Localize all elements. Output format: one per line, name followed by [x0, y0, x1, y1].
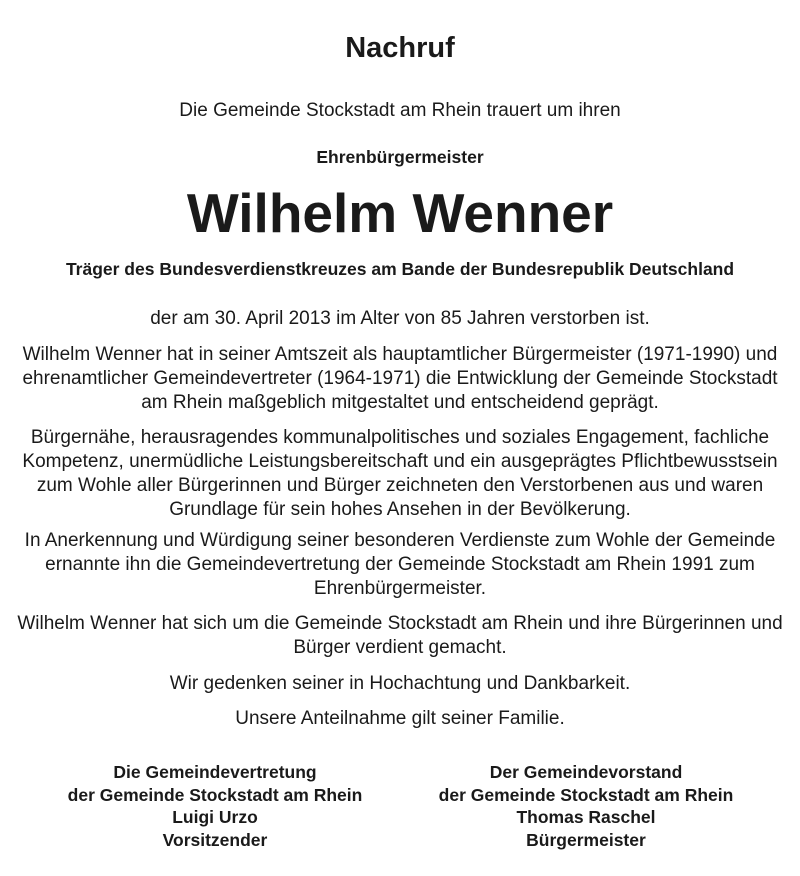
- honorary-title: Ehrenbürgermeister: [316, 147, 484, 167]
- condolence-line: Unsere Anteilnahme gilt seiner Familie.: [235, 708, 565, 729]
- signature-board: [401, 761, 771, 851]
- paragraph-merit: Wilhelm Wenner hat sich um die Gemeinde Stockstadt am Rhein und ihre Bürgerinnen und Bürger verdient gemacht.: [17, 613, 783, 658]
- intro-line: Die Gemeinde Stockstadt am Rhein trauert um ihren: [179, 100, 621, 121]
- paragraph-career: Wilhelm Wenner hat in seiner Amtszeit als hauptamtlicher Bürgermeister (1971-1990) und ehrenamtlicher Gemeindevertreter (1964-1971) die Entwicklung der Gemeinde Stockstadt am Rhein maßgeblich mitgestaltet und entscheidend geprägt.: [22, 344, 778, 413]
- signature-council: [30, 761, 400, 851]
- signature-board-person: Thomas Raschel: [516, 807, 656, 827]
- signature-council-role: Vorsitzender: [162, 829, 268, 850]
- signature-board-body: Der Gemeindevorstand: [489, 762, 683, 782]
- deceased-name: Wilhelm Wenner: [186, 182, 614, 244]
- signature-council-body: Die Gemeindevertretung: [113, 762, 317, 782]
- signature-council-person: Luigi Urzo: [172, 807, 258, 827]
- remembrance-line: Wir gedenken seiner in Hochachtung und Dankbarkeit.: [169, 673, 631, 694]
- signature-board-municipality: der Gemeinde Stockstadt am Rhein: [438, 784, 734, 805]
- death-line: der am 30. April 2013 im Alter von 85 Jahren verstorben ist.: [150, 308, 650, 329]
- award-line: Träger des Bundesverdienstkreuzes am Bande der Bundesrepublik Deutschland: [65, 259, 735, 279]
- paragraph-qualities: Bürgernähe, herausragendes kommunalpolitisches und soziales Engagement, fachliche Kompetenz, unermüdliche Leistungsbereitschaft und ein ausgeprägtes Pflichtbewusstsein zum Wohle aller Bürgerinnen und Bürger zeichneten den Verstorbenen aus und waren Grundlage für sein hohes Ansehen in der Bevölkerung.: [22, 427, 778, 520]
- signature-board-role: Bürgermeister: [526, 829, 646, 850]
- paragraph-honor: In Anerkennung und Würdigung seiner besonderen Verdienste zum Wohle der Gemeinde ernannte ihn die Gemeindevertretung der Gemeinde Stockstadt am Rhein 1991 zum Ehrenbürgermeister.: [24, 530, 776, 599]
- notice-heading: Nachruf: [345, 32, 455, 64]
- signature-council-municipality: der Gemeinde Stockstadt am Rhein: [67, 784, 363, 805]
- signature-block: [0, 761, 800, 861]
